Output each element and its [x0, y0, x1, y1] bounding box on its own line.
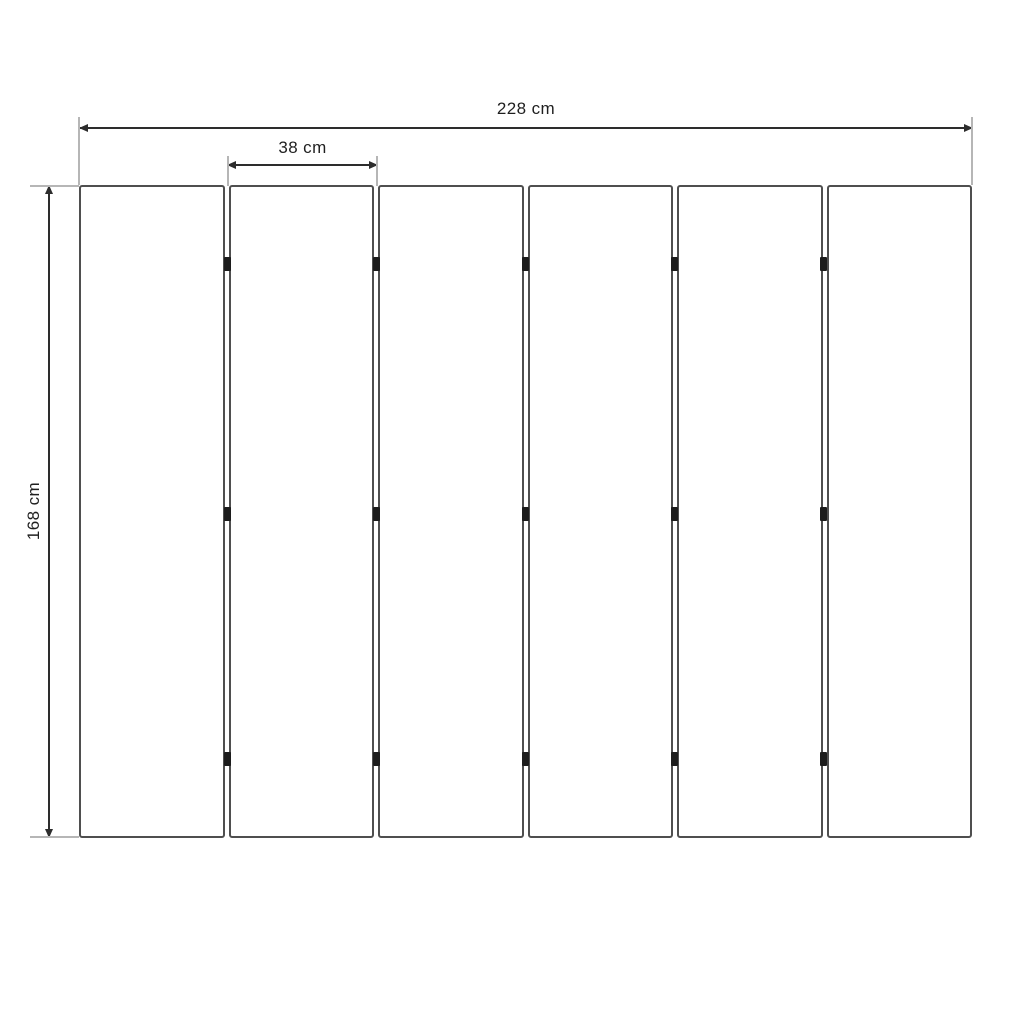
- extension-line-right-of-total-width: [971, 117, 973, 185]
- extension-line-bottom-of-height: [30, 836, 79, 838]
- hinge-mark: [820, 257, 827, 271]
- panel: [79, 185, 225, 838]
- hinge-mark: [671, 752, 678, 766]
- extension-line-left-of-total-width: [78, 117, 80, 185]
- hinge-mark: [522, 257, 529, 271]
- dimension-label-panel-width: 38 cm: [278, 138, 327, 157]
- panel: [229, 185, 375, 838]
- panel: [827, 185, 973, 838]
- hinge-mark: [224, 507, 231, 521]
- dimension-line-panel-width: [228, 164, 377, 166]
- hinge-mark: [373, 257, 380, 271]
- extension-line-top-of-height: [30, 185, 79, 187]
- arrowhead-left-icon: [79, 124, 88, 132]
- hinge-mark: [671, 257, 678, 271]
- extension-line-left-of-panel-width: [227, 156, 229, 186]
- hinge-mark: [224, 752, 231, 766]
- hinge-mark: [373, 752, 380, 766]
- extension-line-right-of-panel-width: [376, 156, 378, 186]
- panel-row: [79, 185, 972, 838]
- dimension-label-height: 168 cm: [24, 481, 43, 541]
- hinge-mark: [224, 257, 231, 271]
- hinge-mark: [820, 752, 827, 766]
- panel: [528, 185, 674, 838]
- dimension-line-height: [48, 186, 50, 837]
- panel: [378, 185, 524, 838]
- hinge-mark: [522, 752, 529, 766]
- hinge-mark: [671, 507, 678, 521]
- panel: [677, 185, 823, 838]
- dimension-line-total-width: [80, 127, 972, 129]
- hinge-mark: [373, 507, 380, 521]
- hinge-mark: [522, 507, 529, 521]
- hinge-mark: [820, 507, 827, 521]
- dimension-label-total-width: 228 cm: [496, 99, 556, 118]
